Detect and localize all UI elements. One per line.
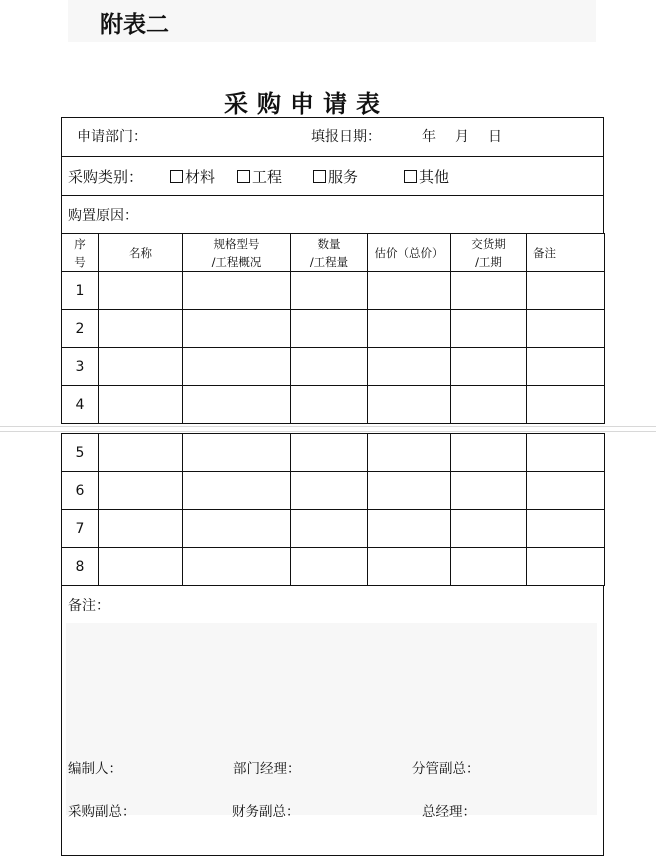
cell-remarks[interactable]	[527, 510, 605, 548]
cell-remarks[interactable]	[527, 472, 605, 510]
cell-estimate[interactable]	[368, 510, 451, 548]
cell-remarks[interactable]	[527, 272, 605, 310]
cell-name[interactable]	[99, 348, 183, 386]
page-break-line	[0, 431, 656, 432]
appendix-label: 附表二	[100, 11, 169, 38]
cell-delivery[interactable]	[451, 272, 527, 310]
row-index: 8	[62, 548, 99, 586]
category-label: 采购类别：	[68, 168, 144, 186]
year-label: 年	[422, 129, 436, 145]
table-row	[62, 310, 605, 348]
cell-estimate[interactable]	[368, 272, 451, 310]
column-header-remarks: 备注	[527, 234, 605, 272]
cell-spec[interactable]	[183, 348, 291, 386]
cell-delivery[interactable]	[451, 348, 527, 386]
checkbox-icon	[170, 170, 183, 183]
cell-quantity[interactable]	[291, 434, 368, 472]
cell-remarks[interactable]	[527, 386, 605, 424]
cell-remarks[interactable]	[527, 434, 605, 472]
cell-quantity[interactable]	[291, 386, 368, 424]
day-label: 日	[488, 129, 502, 145]
category-option-service[interactable]: 服务	[313, 166, 358, 187]
remarks-area[interactable]	[66, 623, 597, 815]
row-index: 1	[62, 272, 99, 310]
category-option-other[interactable]: 其他	[404, 166, 449, 187]
category-option-engineering[interactable]: 工程	[237, 166, 282, 187]
category-option-material[interactable]: 材料	[170, 166, 215, 187]
cell-name[interactable]	[99, 272, 183, 310]
cell-spec[interactable]	[183, 386, 291, 424]
cell-delivery[interactable]	[451, 386, 527, 424]
cell-quantity[interactable]	[291, 272, 368, 310]
row-index: 6	[62, 472, 99, 510]
compiler-label: 编制人：	[68, 761, 122, 777]
checkbox-icon	[404, 170, 417, 183]
cell-spec[interactable]	[183, 310, 291, 348]
page-break-line	[0, 426, 656, 427]
cell-remarks[interactable]	[527, 548, 605, 586]
cell-name[interactable]	[99, 510, 183, 548]
items-table-page1	[61, 233, 605, 424]
general-manager-label: 总经理：	[422, 804, 476, 820]
purchasing-deputy-label: 采购副总：	[68, 804, 136, 820]
table-header-row	[62, 234, 605, 272]
cell-estimate[interactable]	[368, 348, 451, 386]
cell-quantity[interactable]	[291, 472, 368, 510]
cell-delivery[interactable]	[451, 310, 527, 348]
cell-quantity[interactable]	[291, 548, 368, 586]
column-header-delivery: 交货期 /工期	[451, 234, 527, 272]
table-row	[62, 434, 605, 472]
column-header-name: 名称	[99, 234, 183, 272]
cell-estimate[interactable]	[368, 310, 451, 348]
month-label: 月	[455, 129, 469, 145]
row-index: 5	[62, 434, 99, 472]
table-row	[62, 472, 605, 510]
department-label: 申请部门：	[77, 129, 147, 145]
finance-deputy-label: 财务副总：	[232, 804, 300, 820]
checkbox-icon	[237, 170, 250, 183]
table-row	[62, 272, 605, 310]
divider	[61, 156, 604, 157]
cell-spec[interactable]	[183, 272, 291, 310]
row-index: 7	[62, 510, 99, 548]
cell-quantity[interactable]	[291, 348, 368, 386]
column-header-quantity: 数量 /工程量	[291, 234, 368, 272]
cell-remarks[interactable]	[527, 348, 605, 386]
cell-delivery[interactable]	[451, 510, 527, 548]
reason-label: 购置原因：	[68, 208, 138, 224]
column-header-spec: 规格型号 /工程概况	[183, 234, 291, 272]
deputy-in-charge-label: 分管副总：	[412, 761, 480, 777]
column-header-index: 序 号	[62, 234, 99, 272]
cell-spec[interactable]	[183, 434, 291, 472]
cell-name[interactable]	[99, 386, 183, 424]
checkbox-icon	[313, 170, 326, 183]
table-row	[62, 510, 605, 548]
column-header-estimate: 估价（总价）	[368, 234, 451, 272]
cell-spec[interactable]	[183, 472, 291, 510]
cell-delivery[interactable]	[451, 472, 527, 510]
row-index: 3	[62, 348, 99, 386]
cell-name[interactable]	[99, 310, 183, 348]
table-row	[62, 348, 605, 386]
dept-manager-label: 部门经理：	[233, 761, 301, 777]
cell-name[interactable]	[99, 434, 183, 472]
table-row	[62, 548, 605, 586]
table-row	[62, 386, 605, 424]
cell-estimate[interactable]	[368, 434, 451, 472]
items-table-page2	[61, 433, 605, 586]
remarks-label: 备注：	[68, 598, 110, 614]
cell-estimate[interactable]	[368, 548, 451, 586]
cell-delivery[interactable]	[451, 434, 527, 472]
cell-estimate[interactable]	[368, 472, 451, 510]
cell-name[interactable]	[99, 548, 183, 586]
cell-name[interactable]	[99, 472, 183, 510]
row-index: 4	[62, 386, 99, 424]
cell-spec[interactable]	[183, 548, 291, 586]
form-title: 采购申请表	[224, 89, 389, 118]
cell-quantity[interactable]	[291, 310, 368, 348]
cell-quantity[interactable]	[291, 510, 368, 548]
cell-delivery[interactable]	[451, 548, 527, 586]
cell-spec[interactable]	[183, 510, 291, 548]
cell-estimate[interactable]	[368, 386, 451, 424]
divider	[61, 195, 604, 196]
fill-date-label: 填报日期：	[311, 129, 381, 145]
row-index: 2	[62, 310, 99, 348]
cell-remarks[interactable]	[527, 310, 605, 348]
